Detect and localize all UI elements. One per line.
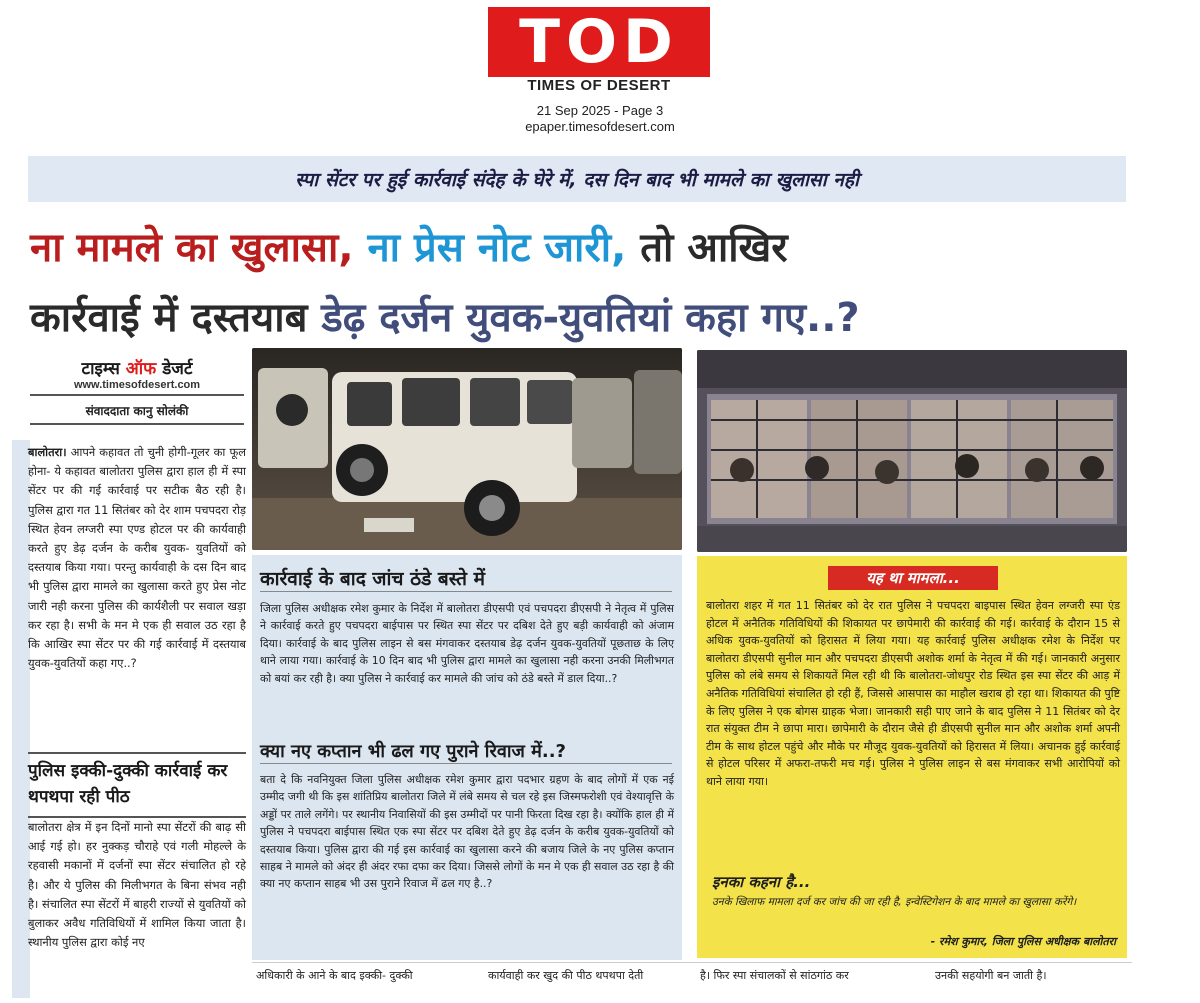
case-text: बालोतरा शहर में गत 11 सितंबर को देर रात पुलिस ने पचपदरा बाइपास स्थित हेवन लग्जरी स्पा एंड होटल में अनैतिक गतिविधियों की शिकायत पर छापेमारी की कार्रवाई की गई। कार्रवाई के दौरान 15 से अधिक युवक-युवतियों को हिरासत में लिया गया। यह कार्रवाई पुलिस अधीक्षक रमेश के निर्देश पर बालोतरा डीएसपी सुनील मान और पचपदरा डीएसपी अशोक शर्मा के नेतृत्व में की गई। जानकारी अनुसार पुलिस को लंबे समय से शिकायतें मिल रही थी कि बालोतरा-जोधपुर रोड स्थित इस स्पा सेंटर की आड़ में अनैतिक गतिविधियां संचालित हो रही हैं, जिससे आसपास का माहौल खराब हो रहा था। शिकायत की पुष्टि के लिए पुलिस ने एक बोगस ग्राहक भेजा। जानकारी सही पाए जाने के बाद पुलिस ने 11 सितंबर को देर रात संयुक्त टीम ने छापा मारा। छापेमारी के दौरान जैसे ही डीएसपी सुनील मान और अशोक शर्मा अपनी टीम के साथ होटल पहुंचे और मौके पर मौजूद युवक-युवतियों को हिरासत में लिया। अचानक हुई कार्रवाई से होटल परिसर में अफरा-तफरी मच गई। पुलिस ने पुलिस लाइन से बस मंगवाकर सभी आरोपियों को थाने लाया गया।: [706, 599, 1120, 788]
left-paragraph-1-text: आपने कहावत तो चुनी होगी-गूलर का फूल होना- ये कहावत बालोतरा पुलिस द्वारा हाल ही में स्पा सेंटर पर की गई कार्रवाई पर सटीक बैठ रही है। पुलिस द्वारा गत 11 सितंबर को देर शाम पचपदरा रोड़ स्थित हेवन लग्जरी स्पा एण्ड होटल पर की कार्यवाही करते हुए डेढ़ दर्जन के करीब युवक- युवतियों को दस्तयाब किया गया। परन्तु कार्यवाही के दस दिन बाद भी पुलिस द्वारा मामले का खुलासा करते हुए प्रेस नोट जारी नही करना पुलिस की कार्यशैली पर सवाल खड़ा कर रहा है। सभी के मन मे एक ही सवाल उठ रहा है कि आखिर स्पा सेंटर पर की गई कार्रवाई में दस्तयाब युवक-युवतियों कहा गए..?: [28, 445, 246, 671]
bus-photo: [697, 350, 1127, 552]
quote-heading: इनका कहना है...: [712, 873, 811, 891]
left-column-header: [30, 356, 244, 425]
bottom-col-2: कार्यवाही कर खुद की पीठ थपथपा देती: [488, 969, 644, 982]
quote-signature: - रमेश कुमार, जिला पुलिस अधीक्षक बालोतरा: [930, 935, 1116, 948]
kicker-strip: [28, 156, 1126, 202]
dateline: बालोतरा।: [28, 445, 67, 459]
case-tag: यह था मामला...: [828, 566, 998, 590]
kicker-text: स्पा सेंटर पर हुई कार्रवाई संदेह के घेरे में, दस दिन बाद भी मामले का खुलासा नही: [295, 169, 859, 191]
date-page: 21 Sep 2025 - Page 3: [536, 103, 664, 118]
byline: संवाददाता कानु सोलंकी: [30, 400, 244, 425]
brand-hindi: [30, 356, 244, 379]
center-text-1: जिला पुलिस अधीक्षक रमेश कुमार के निर्देश में बालोतरा डीएसपी एवं पचपदरा डीएसपी ने नेतृत्व में पुलिस ने कार्रवाई करते हुए पचपदरा बाईपास पर स्थित स्पा सेंटर पर दबिश देते हुए बड़ी कार्यवाही को अंजाम दिया। कार्रवाई के बाद पुलिस लाइन से बस मंगवाकर दस्तयाब डेढ़ दर्जन युवक-युवतियों पूछताछ के लिए थाने लाया गया। कार्रवाई के 10 दिन बाद भी पुलिस द्वारा मामले का खुलासा नही करना उनकी मिलीभगत को बयां कर रही है। क्या पुलिस ने कार्रवाई कर मामले की जांच को ठंडे बस्ते में डाल दिया..?: [260, 602, 674, 685]
jeep-photo: [252, 348, 682, 550]
headline-part-5: डेढ़ दर्जन युवक-युवतियां कहा गए..?: [321, 295, 860, 341]
headline-part-4: कार्रवाई में दस्तयाब: [30, 295, 308, 341]
headline-line-2: [30, 294, 860, 342]
edition-info: [430, 103, 770, 135]
bottom-col-3: है। फिर स्पा संचालकों से सांठगांठ कर: [700, 969, 849, 982]
bottom-col-1: अधिकारी के आने के बाद इक्की- दुक्की: [256, 969, 413, 982]
jeep-illustration: [252, 348, 682, 550]
center-heading-2: क्या नए कप्तान भी ढल गए पुराने रिवाज में..?: [260, 739, 672, 764]
brand-word-3: डेजर्ट: [162, 359, 193, 379]
brand-word-2: ऑफ: [125, 359, 157, 379]
headline-line-1: [30, 224, 788, 272]
tod-logo: [488, 7, 710, 77]
paper-name: TIMES OF DESERT: [527, 77, 671, 94]
headline-part-2: ना प्रेस नोट जारी,: [367, 225, 627, 271]
left-paragraph-1: [28, 443, 246, 673]
brand-word-1: टाइम्स: [81, 359, 120, 379]
bus-illustration: [697, 350, 1127, 552]
epaper-url[interactable]: epaper.timesofdesert.com: [525, 119, 675, 134]
center-text-2: बता दे कि नवनियुक्त जिला पुलिस अधीक्षक रमेश कुमार द्वारा पदभार ग्रहण के बाद लोगों में एक नई उम्मीद जगी थी कि इस शांतिप्रिय बालोतरा जिले में लंबे समय से चल रहे इस जिस्मफरोशी एवं वेश्यावृत्ति के अड्डों पर ताले लगेंगे। पर स्थानीय निवासियों की इस उम्मीदों पर पानी फिरता दिख रहा है। क्योंकि हाल ही में पुलिस ने पचपदरा बाईपास स्थित एक स्पा सेंटर पर दबिश देते हुए डेढ़ दर्जन के करीब युवक-युवतियों को दस्तयाब किया। पुलिस द्वारा की गई इस कार्रवाई का खुलासा करने की बजाय जिले के नए पुलिस कप्तान साहब ने मामले को अंदर ही अंदर रफा दफा कर दिया। जिससे लोगों के मन मे एक ही सवाल उठ रहा है की क्या नए कप्तान साहब भी उस पुराने रिवाज में ढल गए है..?: [260, 773, 674, 891]
quote-text: उनके खिलाफ मामला दर्ज कर जांच की जा रही है, इन्वेस्टिगेशन के बाद मामले का खुलासा करेंगे।: [712, 896, 1077, 908]
left-paragraph-2: बालोतरा क्षेत्र में इन दिनों मानो स्पा सेंटरों की बाढ़ सी आई गई हो। हर नुक्कड़ चौराहे एवं गली मोहल्ले के रहवासी मकानों में दर्जनों स्पा सेंटर संचालित हो रहे है। और ये पुलिस की मिलीभगत के बिना संभव नही है। संचालित स्पा सेंटरों में बाहरी राज्यों से युवतियों को बुलाकर अवैध गतिविधियों में शामिल किया जाता है। स्थानीय पुलिस द्वारा कोई नए: [28, 820, 246, 950]
masthead: [0, 0, 1200, 150]
left-subheading: पुलिस इक्की-दुक्की कार्रवाई कर थपथपा रही पीठ: [28, 752, 246, 818]
logo-text: TOD: [519, 7, 679, 77]
headline-part-3: तो आखिर: [640, 225, 788, 271]
brand-url[interactable]: www.timesofdesert.com: [30, 379, 244, 396]
headline-part-1: ना मामले का खुलासा,: [30, 225, 354, 271]
bottom-col-4: उनकी सहयोगी बन जाती है।: [935, 969, 1047, 982]
center-heading-1: कार्रवाई के बाद जांच ठंडे बस्ते में: [260, 565, 672, 592]
